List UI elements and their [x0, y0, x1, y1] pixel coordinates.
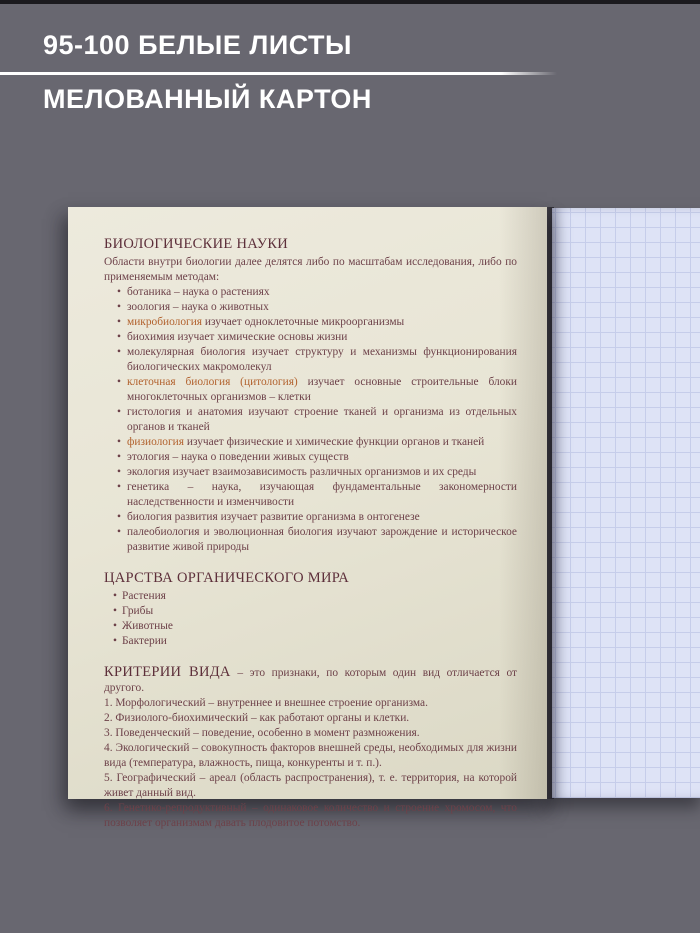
- list-item: • физиология изучает физические и химические функции органов и тканей: [104, 435, 517, 450]
- squared-paper-page: [552, 208, 700, 798]
- list-item: • палеобиология и эволюционная биология изучают зарождение и историческое развитие живой природы: [104, 525, 517, 555]
- list-item: • гистология и анатомия изучают строение тканей и организма из отдельных органов и тканей: [104, 405, 517, 435]
- list-item: • Животные: [104, 619, 517, 634]
- criteria-item: 5. Географический – ареал (область распространения), т. е. территория, на которой живет данный вид.: [104, 772, 517, 799]
- list-item: • микробиология изучает одноклеточные микроорганизмы: [104, 315, 517, 330]
- list-item: • молекулярная биология изучает структуру и механизмы функционирования биологических макромолекул: [104, 345, 517, 375]
- section-criteria: [104, 665, 517, 831]
- section-title-criteria: КРИТЕРИИ ВИДА: [104, 664, 231, 680]
- list-item: • Бактерии: [104, 634, 517, 649]
- header-title-line1: 95-100 БЕЛЫЕ ЛИСТЫ: [43, 30, 352, 60]
- list-item: • ботаника – наука о растениях: [104, 285, 517, 300]
- list-item: • зоология – наука о животных: [104, 300, 517, 315]
- reference-page-content: [68, 207, 547, 829]
- list-item: • биология развития изучает развитие организма в онтогенезе: [104, 510, 517, 525]
- criteria-item: 4. Экологический – совокупность факторов внешней среды, необходимых для жизни вида (температура, влажность, пища, конкуренты и т. п.).: [104, 742, 517, 769]
- list-item: • этология – наука о поведении живых существ: [104, 450, 517, 465]
- header-divider: [0, 72, 557, 75]
- section-title-biological-sciences: БИОЛОГИЧЕСКИЕ НАУКИ: [104, 236, 289, 252]
- list-item: • Растения: [104, 589, 517, 604]
- kingdoms-list: [104, 589, 517, 649]
- criteria-item: 2. Физиолого-биохимический – как работают органы и клетки.: [104, 712, 410, 724]
- reference-page: [68, 207, 547, 829]
- criteria-intro: КРИТЕРИИ ВИДА – это признаки, по которым один вид отличается от другого.: [104, 664, 517, 694]
- section-title-kingdoms: ЦАРСТВА ОРГАНИЧЕСКОГО МИРА: [104, 570, 350, 586]
- photo-top-edge: [0, 0, 700, 4]
- criteria-item: 6. Генетико-репродуктивный – одинаковое количество и строение хромосом, что позволяет организмам давать плодовитое потомство.: [104, 802, 517, 829]
- header-title-line2: МЕЛОВАННЫЙ КАРТОН: [43, 84, 372, 114]
- list-item: • Грибы: [104, 604, 517, 619]
- criteria-item: 3. Поведенческий – поведение, особенно в момент размножения.: [104, 727, 420, 739]
- list-item: • клеточная биология (цитология) изучает основные строительные блоки многоклеточных организмов – клетки: [104, 375, 517, 405]
- list-item: • биохимия изучает химические основы жизни: [104, 330, 517, 345]
- criteria-item: 1. Морфологический – внутреннее и внешнее строение организма.: [104, 697, 428, 709]
- sciences-list: [104, 285, 517, 555]
- list-item: • экология изучает взаимозависимость различных организмов и их среды: [104, 465, 517, 480]
- sciences-intro: Области внутри биологии далее делятся либо по масштабам исследования, либо по применяемым методам:: [104, 256, 517, 283]
- list-item: • генетика – наука, изучающая фундаментальные закономерности наследственности и изменчивости: [104, 480, 517, 510]
